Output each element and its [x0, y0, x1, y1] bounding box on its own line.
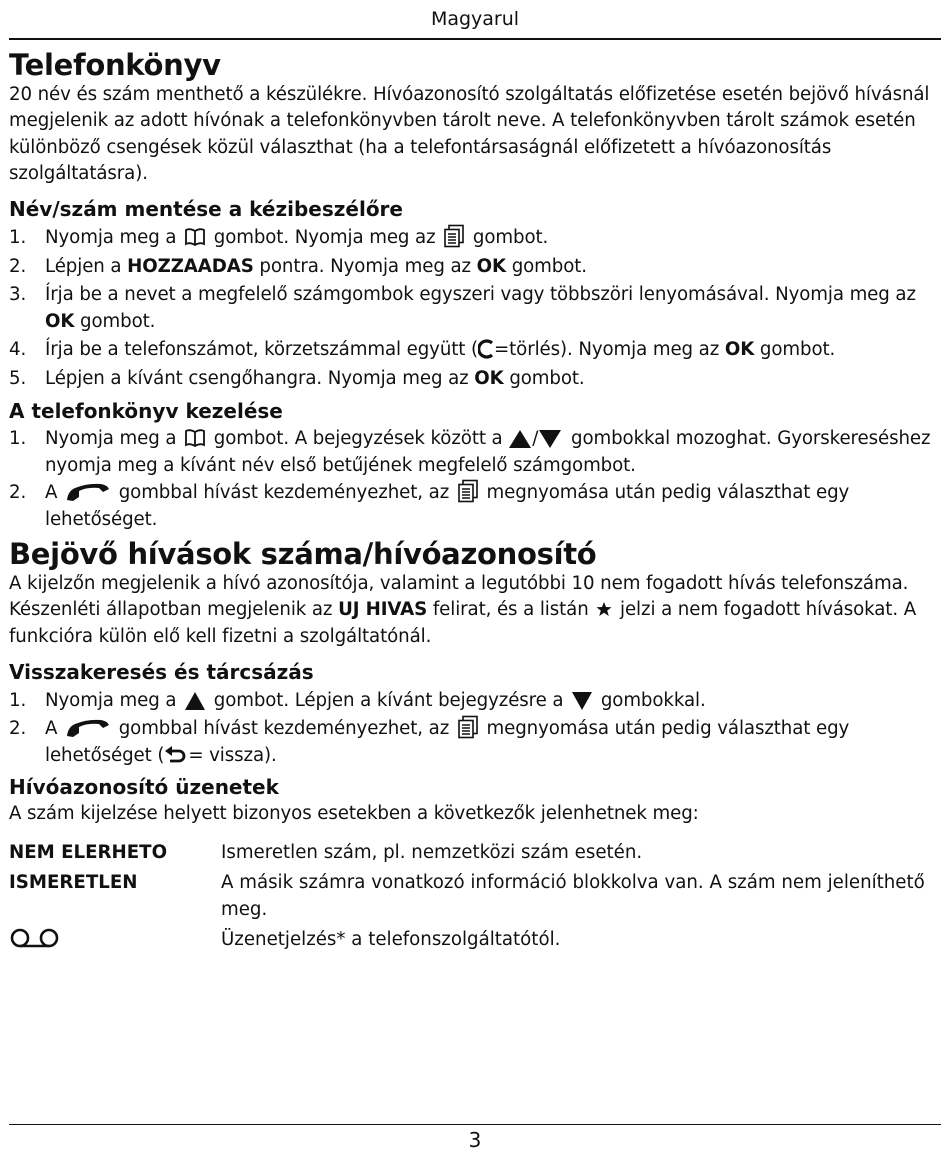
redial-steps [9, 686, 941, 769]
down-triangle-icon [571, 691, 593, 711]
callerid-title: Bejövő hívások száma/hívóazonosító [9, 537, 597, 572]
redial-heading: Visszakeresés és tárcsázás [9, 660, 314, 685]
header-rule [9, 38, 941, 40]
redial-step-1: 1. Nyomja meg a gombot. Lépjen a kívánt bejegyzésre a gombokkal. [9, 690, 706, 712]
keyword-ok: OK [724, 339, 755, 361]
keyword-hozzaadas: HOZZAADAS [127, 256, 254, 278]
manage-heading: A telefonkönyv kezelése [9, 399, 283, 424]
phonebook-intro: 20 név és szám menthető a készülékre. Hívóazonosító szolgáltatás előfizetése esetén bejövő hívásnál megjelenik az adott hívónak a telefonkönyvben tárolt neve. A telefonkönyvben tárolt számok esetén különböző csengések közül választhat (ha a telefontársaságnál előfizetett a hívóazonosítás szolgáltatásra). [9, 84, 930, 184]
footer-rule [9, 1124, 941, 1125]
page-number: 3 [468, 1128, 482, 1152]
message-desc: Üzenetjelzés* a telefonszolgáltatótól. [221, 929, 561, 951]
back-arrow-icon [164, 744, 186, 766]
save-steps [9, 223, 941, 393]
phonebook-title: Telefonkönyv [9, 48, 221, 82]
up-triangle-icon [508, 429, 532, 449]
messages-heading: Hívóazonosító üzenetek [9, 775, 279, 800]
message-row [9, 926, 941, 953]
save-step-2: 2. Lépjen a HOZZAADAS pontra. Nyomja meg az OK gombot. [9, 256, 587, 278]
messages-list [9, 839, 941, 953]
header-language: Magyarul [430, 8, 520, 30]
message-term [9, 926, 221, 953]
message-desc: A másik számra vonatkozó információ blokkolva van. A szám nem jeleníthető meg. [221, 872, 925, 921]
message-term: NEM ELERHETO [9, 842, 168, 864]
save-step-4: 4. Írja be a telefonszámot, körzetszámmal együtt ( =törlés). Nyomja meg az OK gombot. [9, 339, 836, 361]
save-step-1: 1. Nyomja meg a gombot. Nyomja meg az gombot. [9, 223, 941, 252]
down-triangle-icon [538, 429, 562, 449]
manage-steps [9, 425, 941, 533]
phone-handset-icon [65, 717, 111, 739]
keyword-ok: OK [476, 256, 507, 278]
clear-c-icon [478, 338, 494, 360]
voicemail-icon [9, 927, 61, 949]
message-term: ISMERETLEN [9, 872, 138, 894]
keyword-uj-hivas: UJ HIVAS [338, 599, 428, 621]
up-triangle-icon [184, 691, 206, 711]
save-heading: Név/szám mentése a kézibeszélőre [9, 197, 403, 222]
callerid-intro: A kijelzőn megjelenik a hívó azonosítója, valamint a legutóbbi 10 nem fogadott hívás telefonszáma. Készenléti állapotban megjelenik az UJ HIVAS felirat, és a listán jelzi a nem fogadott hívásokat. A funkcióra külön elő kell fizetni a szolgáltatónál. [9, 573, 917, 647]
menu-icon [457, 715, 479, 739]
redial-step-2: 2. A gombbal hívást kezdeményezhet, az megnyomása után pedig választhat egy lehetőséget ( = vissza). [9, 715, 941, 769]
phone-handset-icon [65, 481, 111, 503]
menu-icon [457, 479, 479, 503]
keyword-ok: OK [474, 368, 504, 390]
save-step-3: 3. Írja be a nevet a megfelelő számgombok egyszeri vagy többszöri lenyomásával. Nyomja meg az OK gombot. [9, 284, 916, 333]
message-row [9, 869, 941, 923]
book-icon [184, 427, 206, 449]
save-step-5: 5. Lépjen a kívánt csengőhangra. Nyomja meg az OK gombot. [9, 368, 585, 390]
message-desc: Ismeretlen szám, pl. nemzetközi szám esetén. [221, 842, 643, 864]
keyword-ok: OK [45, 311, 75, 333]
star-icon [596, 601, 612, 617]
message-row [9, 839, 941, 866]
menu-icon [443, 224, 465, 248]
manage-step-2: 2. A gombbal hívást kezdeményezhet, az megnyomása után pedig választhat egy lehetőséget. [9, 479, 941, 533]
messages-intro: A szám kijelzése helyett bizonyos esetekben a következők jelenhetnek meg: [9, 803, 699, 825]
manage-step-1: 1. Nyomja meg a gombot. A bejegyzések között a / gombokkal mozoghat. Gyorskereséshez nyomja meg a kívánt név első betűjének megfelelő számgombot. [9, 428, 931, 477]
page-content [9, 48, 941, 956]
book-icon [184, 226, 206, 248]
